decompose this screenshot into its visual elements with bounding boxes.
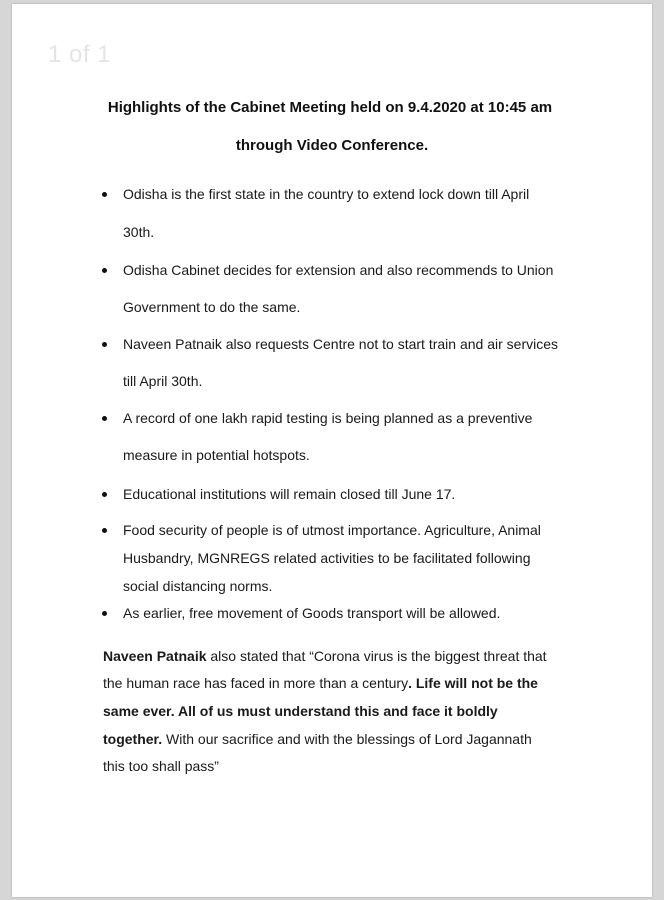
list-item-text: Naveen Patnaik also requests Centre not to start train and air services — [123, 336, 558, 352]
list-item-text: social distancing norms. — [123, 578, 273, 594]
statement-text: this too shall pass” — [103, 758, 219, 774]
document-page — [12, 4, 652, 897]
list-item-text: Educational institutions will remain closed till June 17. — [123, 486, 456, 502]
statement-text: With our sacrifice and with the blessings of Lord Jagannath — [162, 731, 532, 747]
list-item-text: Odisha is the first state in the country to extend lock down till April — [123, 186, 530, 202]
statement-line-2 — [103, 673, 538, 693]
statement-speaker: Naveen Patnaik — [103, 648, 207, 664]
list-item-text: A record of one lakh rapid testing is being planned as a preventive — [123, 410, 533, 426]
list-item-text: Husbandry, MGNREGS related activities to be facilitated following — [123, 550, 531, 566]
statement-emphasis: same ever. All of us must understand this and face it boldly — [103, 703, 498, 719]
statement-emphasis: . Life will not be the — [408, 675, 538, 691]
statement-text: the human race has faced in more than a century — [103, 675, 409, 691]
list-item-text: till April 30th. — [123, 373, 203, 389]
statement-line-4 — [103, 729, 532, 749]
list-item-text: Odisha Cabinet decides for extension and also recommends to Union — [123, 262, 554, 278]
list-item-text: 30th. — [123, 224, 155, 240]
list-item-text: measure in potential hotspots. — [123, 447, 310, 463]
document-title-line-1: Highlights of the Cabinet Meeting held on 9.4.2020 at 10:45 am — [107, 99, 553, 116]
list-item-text: Government to do the same. — [123, 299, 301, 315]
statement-text: also stated that “Corona virus is the biggest threat that — [206, 648, 547, 664]
statement-line-5 — [103, 756, 219, 776]
statement-line-1 — [103, 646, 547, 666]
list-item-text: Food security of people is of utmost importance. Agriculture, Animal — [123, 522, 541, 538]
statement-emphasis: together. — [103, 731, 163, 747]
statement-line-3 — [103, 701, 498, 721]
page-counter: 1 of 1 — [48, 41, 112, 68]
document-title-line-2: through Video Conference. — [235, 137, 429, 154]
list-item-text: As earlier, free movement of Goods transport will be allowed. — [123, 605, 501, 621]
